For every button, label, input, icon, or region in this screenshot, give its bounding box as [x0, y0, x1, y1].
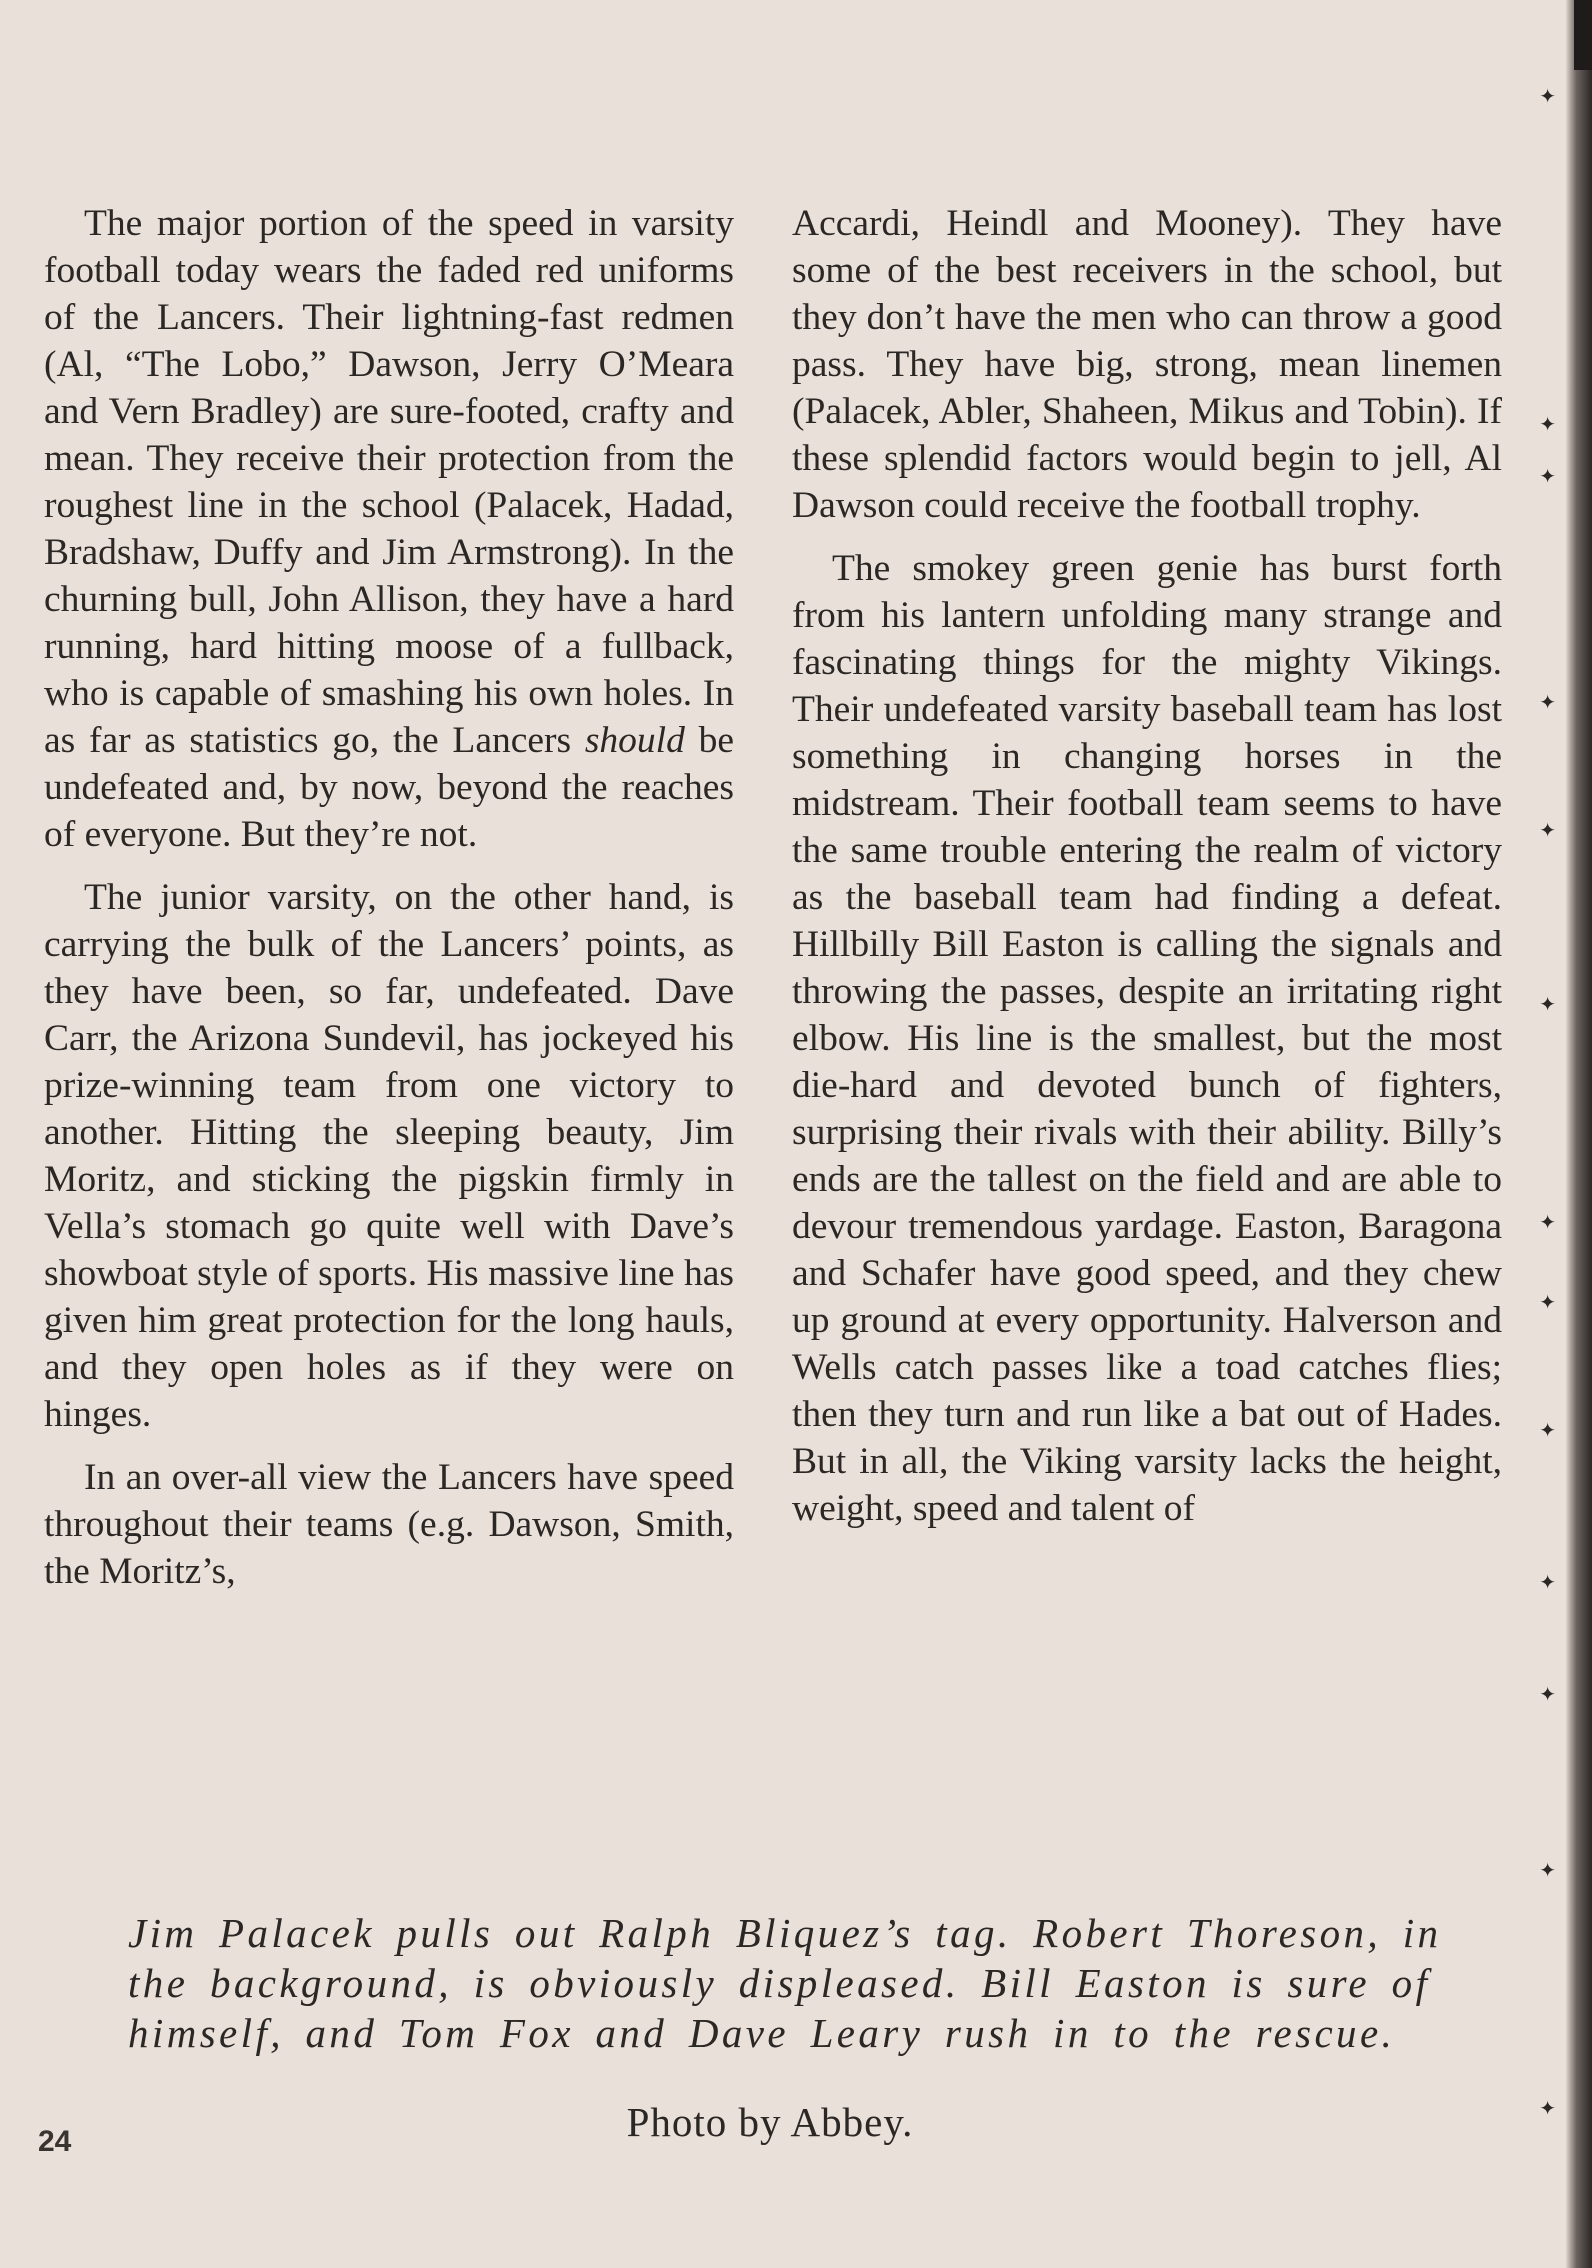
page-edge-shadow — [1566, 0, 1592, 2268]
small-ornament-icon: ✦ — [1539, 84, 1556, 108]
small-ornament-icon: ✦ — [1539, 690, 1556, 714]
small-ornament-icon: ✦ — [1539, 412, 1556, 436]
photo-credit: Photo by Abbey. — [626, 2099, 914, 2145]
small-ornament-icon: ✦ — [1539, 1570, 1556, 1594]
small-ornament-icon: ✦ — [1539, 2096, 1556, 2120]
paragraph-text-continued: be undefeated and, by now, beyond the reaches of everyone. But they’re not. — [44, 720, 735, 855]
caption-line: the background, is obviously displeased. Bill Easton is sure of — [128, 1960, 1431, 2006]
small-ornament-icon: ✦ — [1539, 992, 1556, 1016]
small-ornament-icon: ✦ — [1539, 1290, 1556, 1314]
paragraph-overall-view: In an over-all view the Lancers have speed throughout their teams (e.g. Dawson, Smith, the Moritz’s, — [44, 1457, 734, 1592]
page-corner-tab — [1574, 0, 1592, 70]
paragraph-lancers-varsity — [44, 200, 734, 858]
small-ornament-icon: ✦ — [1539, 464, 1556, 488]
emphasis-should: should — [584, 720, 685, 761]
small-ornament-icon: ✦ — [1539, 1418, 1556, 1442]
small-ornament-icon: ✦ — [1539, 1858, 1556, 1882]
article-right-column — [792, 200, 1502, 1548]
page-number: 24 — [38, 2125, 72, 2158]
caption-line: himself, and Tom Fox and Dave Leary rush in to the rescue. — [128, 2010, 1396, 2056]
photo-caption — [128, 1908, 1568, 2058]
small-ornament-icon: ✦ — [1539, 1682, 1556, 1706]
caption-line: Jim Palacek pulls out Ralph Bliquez’s tag. Robert Thoreson, in — [128, 1910, 1442, 1956]
article-left-column — [44, 200, 734, 1611]
small-ornament-icon: ✦ — [1539, 1210, 1556, 1234]
paragraph-lancers-receivers: Accardi, Heindl and Mooney). They have some of the best receivers in the school, but they don’t have the men who can throw a good pass. They have big, strong, mean linemen (Palacek, Abler, Shaheen, Mikus and Tobin). If these splendid factors would begin to jell, Al Dawson could receive the football trophy. — [792, 203, 1502, 526]
paragraph-junior-varsity: The junior varsity, on the other hand, is carrying the bulk of the Lancers’ points, as they have been, so far, undefeated. Dave Carr, the Arizona Sundevil, has jockeyed his prize-winning team from one victory to another. Hitting the sleeping beauty, Jim Moritz, and sticking the pigskin firmly in Vella’s stomach go quite well with Dave’s showboat style of sports. His massive line has given him great protection for the long hauls, and they open holes as if they were on hinges. — [44, 877, 734, 1435]
small-ornament-icon: ✦ — [1539, 818, 1556, 842]
paragraph-text: The major portion of the speed in varsity football today wears the faded red uniforms of the Lancers. Their lightning-fast redmen (Al, “The Lobo,” Dawson, Jerry O’Meara and Vern Bradley) are sure-footed, crafty and mean. They receive their protection from the roughest line in the school (Palacek, Hadad, Bradshaw, Duffy and Jim Armstrong). In the churning bull, John Allison, they have a hard running, hard hitting moose of a fullback, who is capable of smashing his own holes. In as far as statistics go, the Lancers — [44, 203, 734, 761]
paragraph-vikings: The smokey green genie has burst forth from his lantern unfolding many strange and fascinating things for the mighty Vikings. Their undefeated varsity baseball team has lost something in changing horses in the midstream. Their football team seems to have the same trouble entering the realm of victory as the baseball team had finding a defeat. Hillbilly Bill Easton is calling the signals and throwing the passes, despite an irritating right elbow. His line is the smallest, but the most die-hard and devoted bunch of fighters, surprising their rivals with their ability. Billy’s ends are the tallest on the field and are able to devour tremendous yardage. Easton, Baragona and Schafer have good speed, and they chew up ground at every opportunity. Halverson and Wells catch passes like a toad catches flies; then they turn and run like a bat out of Hades. But in all, the Viking varsity lacks the height, weight, speed and talent of — [792, 548, 1502, 1529]
